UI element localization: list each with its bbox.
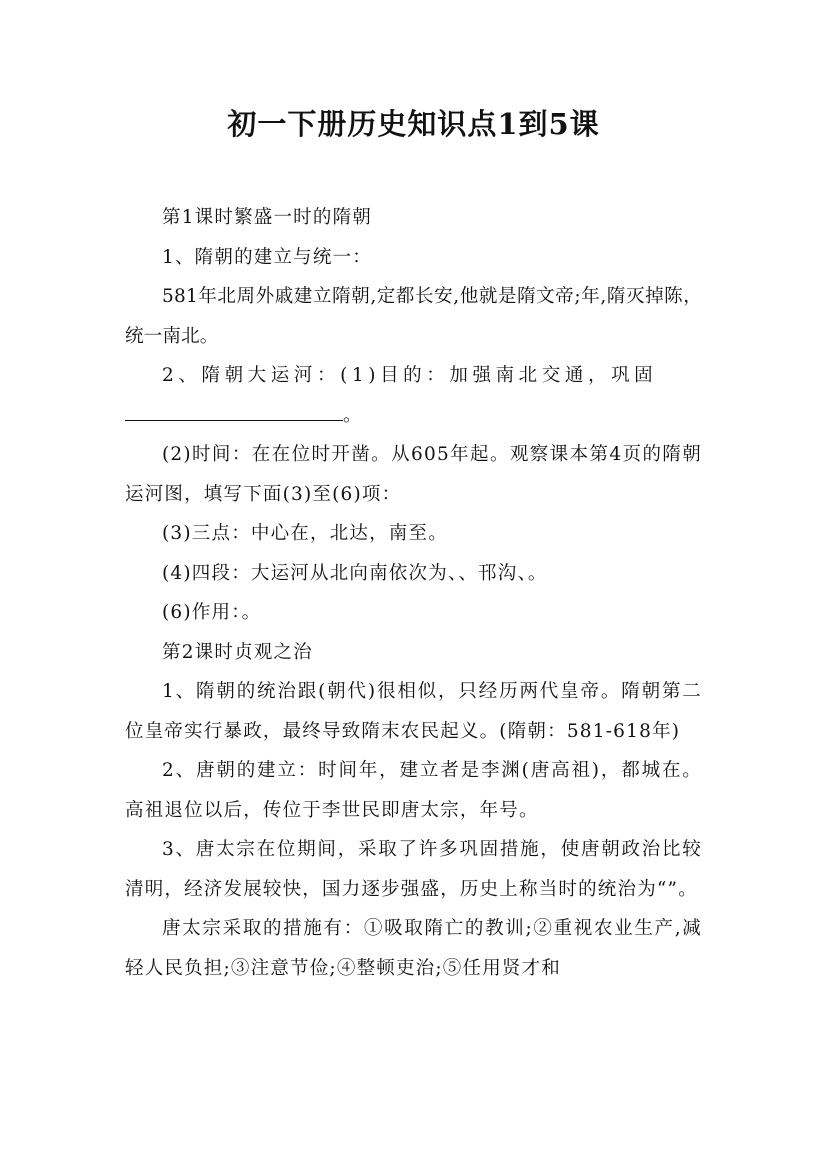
paragraph-four-sections: (4)四段：大运河从北向南依次为、、邗沟、。 (162, 562, 548, 584)
paragraph-taizong-measures: 唐太宗采取的措施有：①吸取隋亡的教训;②重视农业生产,减轻人民负担;③注意节俭;④整顿吏治;⑤任用贤才和 (125, 918, 702, 979)
document-body (125, 198, 702, 988)
paragraph-tang-founding: 2、唐朝的建立：时间年，建立者是李渊(唐高祖)，都城在。高祖退位以后，传位于李世民即唐太宗，年号。 (125, 760, 702, 821)
fill-in-blank-underline (125, 419, 343, 421)
paragraph-fill-blank-line (125, 396, 702, 436)
paragraph-grand-canal-purpose: 2、隋朝大运河：(1)目的：加强南北交通，巩固 (162, 365, 658, 386)
document-title: 初一下册历史知识点1到5课 (227, 107, 600, 141)
paragraph-sui-founding: 581年北周外戚建立隋朝,定都长安,他就是隋文帝;年,隋灭掉陈，统一南北。 (125, 286, 702, 347)
paragraph-lesson2-heading: 第2课时贞观之治 (162, 641, 313, 663)
paragraph-sui-founding-heading: 1、隋朝的建立与统一： (162, 246, 372, 268)
paragraph-canal-function: (6)作用：。 (162, 602, 262, 623)
paragraph-taizong-reign: 3、唐太宗在位期间，采取了许多巩固措施，使唐朝政治比较清明，经济发展较快，国力逐步强盛，历史上称当时的统治为“”。 (125, 839, 702, 900)
paragraph-sui-rule: 1、隋朝的统治跟(朝代)很相似，只经历两代皇帝。隋朝第二位皇帝实行暴政，最终导致隋末农民起义。(隋朝：581-618年) (125, 681, 702, 742)
fill-in-blank-period: 。 (343, 404, 363, 426)
paragraph-lesson1-heading: 第1课时繁盛一时的隋朝 (162, 207, 372, 228)
paragraph-canal-time: (2)时间：在在位时开凿。从605年起。观察课本第4页的隋朝运河图，填写下面(3)至(6)项： (125, 444, 702, 505)
paragraph-three-points: (3)三点：中心在，北达，南至。 (162, 523, 448, 544)
